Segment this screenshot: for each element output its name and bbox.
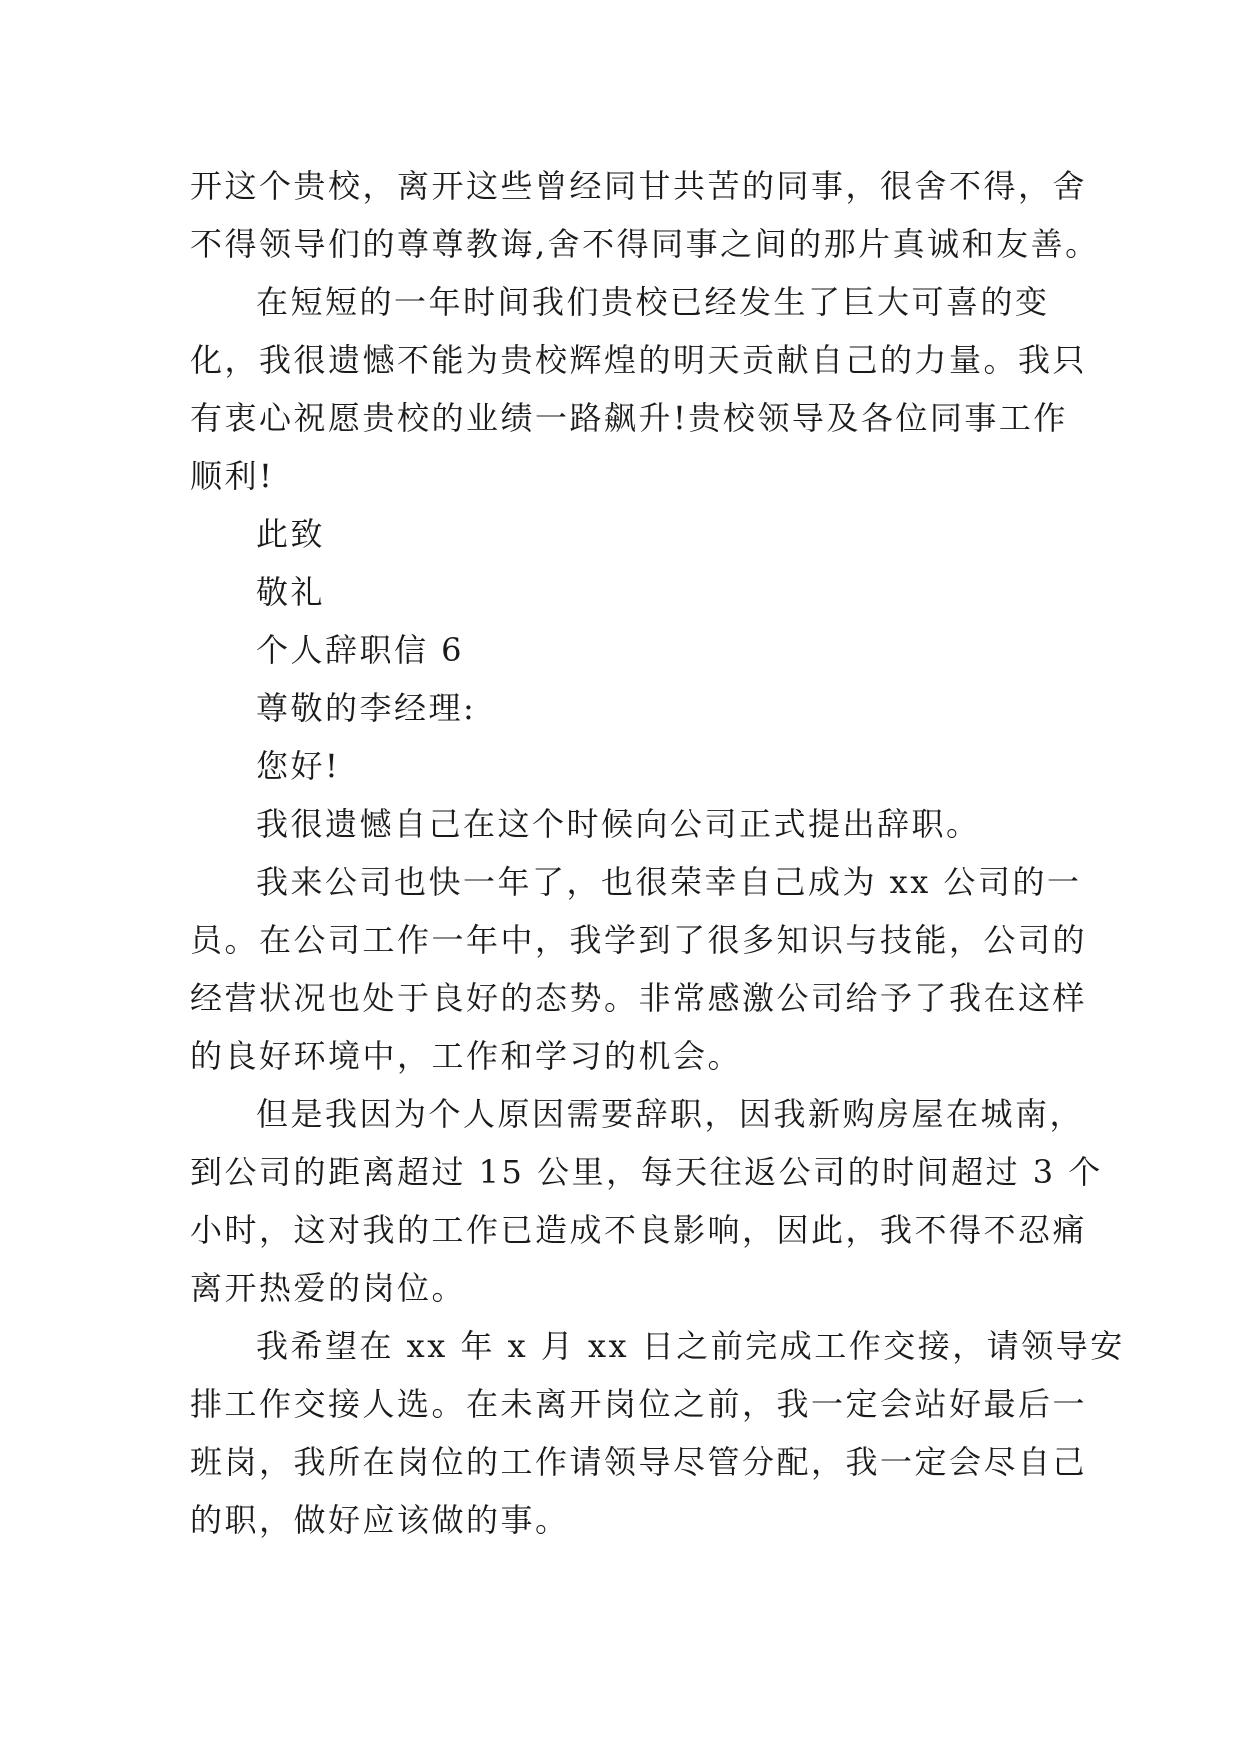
text-line: 顺利! — [190, 457, 275, 495]
closing-regards: 敬礼 — [256, 573, 326, 611]
closing-salutation: 此致 — [256, 515, 326, 553]
paragraph-start: 但是我因为个人原因需要辞职，因我新购房屋在城南， — [256, 1095, 1085, 1133]
text-line: 员。在公司工作一年中，我学到了很多知识与技能，公司的 — [190, 921, 1088, 959]
paragraph-start: 我来公司也快一年了，也很荣幸自己成为 xx 公司的一 — [256, 863, 1082, 901]
text-line: 不得领导们的尊尊教诲,舍不得同事之间的那片真诚和友善。 — [190, 225, 1100, 263]
paragraph-start: 在短短的一年时间我们贵校已经发生了巨大可喜的变 — [256, 283, 1050, 321]
text-line: 开这个贵校，离开这些曾经同甘共苦的同事，很舍不得，舍 — [190, 167, 1088, 205]
text-line: 经营状况也处于良好的态势。非常感激公司给予了我在这样 — [190, 979, 1088, 1017]
paragraph-start: 我希望在 xx 年 x 月 xx 日之前完成工作交接，请领导安 — [256, 1327, 1125, 1365]
text-line: 化，我很遗憾不能为贵校辉煌的明天贡献自己的力量。我只 — [190, 341, 1088, 379]
greeting: 您好! — [256, 747, 341, 785]
text-line: 班岗，我所在岗位的工作请领导尽管分配，我一定会尽自己 — [190, 1443, 1088, 1481]
paragraph-start: 我很遗憾自己在这个时候向公司正式提出辞职。 — [256, 805, 981, 843]
section-title: 个人辞职信 6 — [256, 631, 465, 669]
text-line: 到公司的距离超过 15 公里，每天往返公司的时间超过 3 个 — [190, 1153, 1103, 1191]
text-line: 的职，做好应该做的事。 — [190, 1501, 570, 1539]
text-line: 有衷心祝愿贵校的业绩一路飙升!贵校领导及各位同事工作 — [190, 399, 1068, 437]
text-line: 的良好环境中，工作和学习的机会。 — [190, 1037, 743, 1075]
text-line: 排工作交接人选。在未离开岗位之前，我一定会站好最后一 — [190, 1385, 1088, 1423]
addressee: 尊敬的李经理: — [256, 689, 477, 727]
text-line: 离开热爱的岗位。 — [190, 1269, 467, 1307]
text-line: 小时，这对我的工作已造成不良影响，因此，我不得不忍痛 — [190, 1211, 1088, 1249]
